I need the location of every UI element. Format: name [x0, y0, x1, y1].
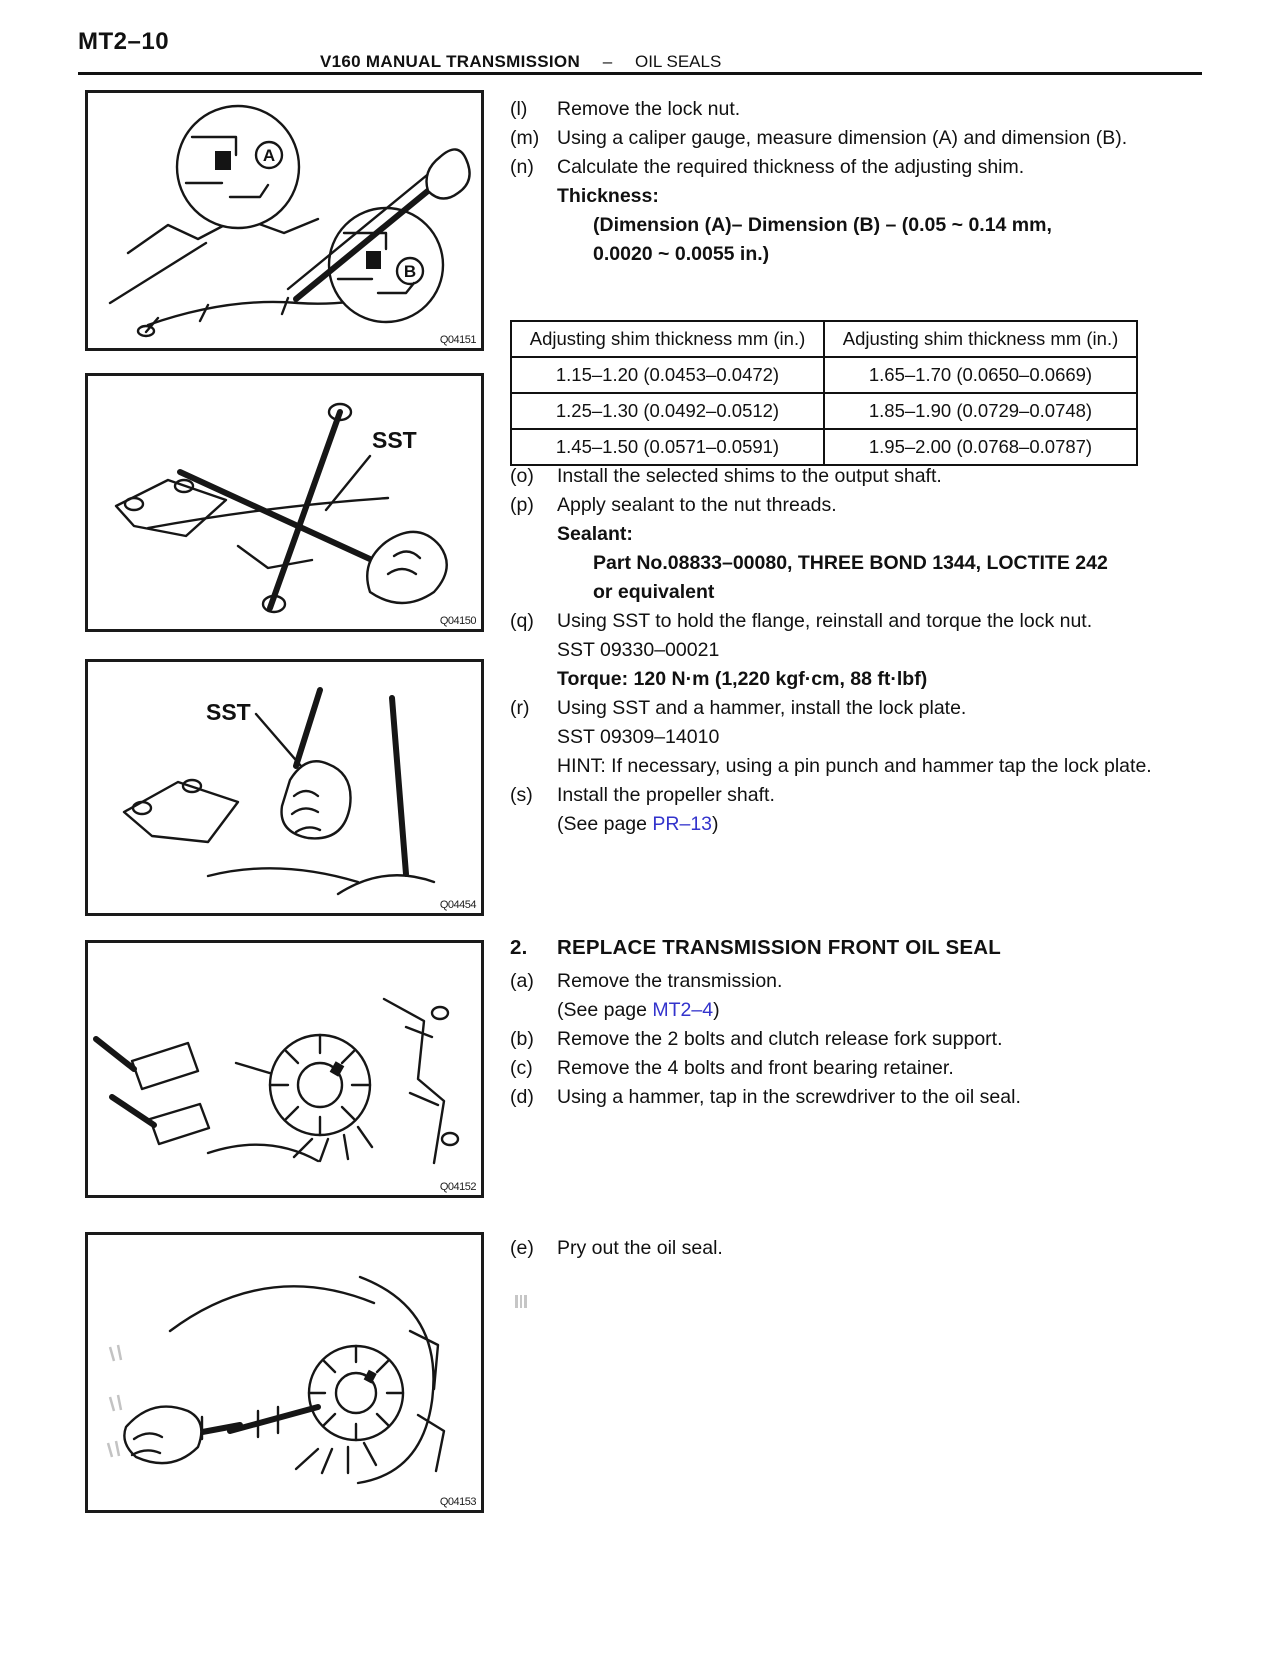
- section-title: REPLACE TRANSMISSION FRONT OIL SEAL: [557, 936, 1001, 959]
- step-text: Apply sealant to the nut threads.: [557, 494, 837, 516]
- table-cell: 1.95–2.00 (0.0768–0.0787): [824, 429, 1137, 465]
- figure-illustration: [88, 1235, 481, 1510]
- sealant-spec-line2: or equivalent: [593, 581, 715, 603]
- step-text: Using SST to hold the flange, reinstall and torque the lock nut.: [557, 610, 1093, 632]
- figure-caliper-measurement: [85, 90, 484, 351]
- running-header: [320, 52, 721, 72]
- thickness-formula-line2: 0.0020 ~ 0.0055 in.): [593, 243, 770, 265]
- step-label: (m): [510, 127, 540, 149]
- callout-b: B: [403, 262, 417, 281]
- step-c: [510, 1054, 1154, 1083]
- page-number: MT2–10: [78, 28, 170, 55]
- thickness-formula-line1: (Dimension (A)– Dimension (B) – (0.05 ~ 0.14 mm,: [593, 214, 1052, 236]
- sst-label: SST: [206, 699, 251, 725]
- page-link-mt2-4[interactable]: MT2–4: [652, 999, 714, 1021]
- figure-code: Q04454: [439, 899, 476, 911]
- table-cell: 1.45–1.50 (0.0571–0.0591): [511, 429, 824, 465]
- table-header-row: [511, 321, 1137, 357]
- step-q: [510, 607, 1154, 694]
- sst-label: SST: [372, 427, 417, 453]
- step-label: (q): [510, 610, 534, 632]
- step-text: Remove the transmission.: [557, 970, 783, 992]
- figure-pry-oil-seal: [85, 1232, 484, 1513]
- header-title: V160 MANUAL TRANSMISSION: [320, 52, 581, 71]
- page-link-pr13[interactable]: PR–13: [652, 813, 713, 835]
- step-text: Using a caliper gauge, measure dimension (A) and dimension (B).: [557, 127, 1128, 149]
- step-r: [510, 694, 1154, 781]
- section-2-heading: [510, 933, 1154, 962]
- figure-sst-lock-plate: [85, 659, 484, 916]
- step-label: (e): [510, 1237, 534, 1259]
- table-cell: 1.15–1.20 (0.0453–0.0472): [511, 357, 824, 393]
- figure-code: Q04152: [439, 1181, 476, 1193]
- step-e: [510, 1234, 1154, 1263]
- step-text: Install the propeller shaft.: [557, 784, 775, 806]
- sealant-heading: Sealant:: [557, 523, 633, 545]
- step-label: (a): [510, 970, 534, 992]
- header-dash: –: [602, 52, 613, 71]
- steps-l-to-n: [510, 95, 1154, 269]
- step-label: (p): [510, 494, 534, 516]
- see-page-suffix: ): [713, 999, 720, 1021]
- step-d: [510, 1083, 1154, 1112]
- table-row: [511, 357, 1137, 393]
- step-text: Using a hammer, tap in the screwdriver to the oil seal.: [557, 1086, 1021, 1108]
- table-header-cell: Adjusting shim thickness mm (in.): [511, 321, 824, 357]
- table-row: [511, 429, 1137, 465]
- step-p: [510, 491, 1154, 607]
- step-text: Calculate the required thickness of the adjusting shim.: [557, 156, 1025, 178]
- see-page-prefix: (See page: [557, 999, 653, 1021]
- table-cell: 1.85–1.90 (0.0729–0.0748): [824, 393, 1137, 429]
- step-label: (l): [510, 98, 528, 120]
- table-row: [511, 393, 1137, 429]
- step-label: (o): [510, 465, 534, 487]
- step-n: [510, 153, 1154, 269]
- sst-number: SST 09309–14010: [557, 726, 720, 748]
- step-label: (d): [510, 1086, 534, 1108]
- step-text: Install the selected shims to the output shaft.: [557, 465, 942, 487]
- step-label: (c): [510, 1057, 533, 1079]
- sealant-spec-line1: Part No.08833–00080, THREE BOND 1344, LOCTITE 242: [593, 552, 1108, 574]
- step-b: [510, 1025, 1154, 1054]
- see-page-prefix: (See page: [557, 813, 653, 835]
- table-cell: 1.25–1.30 (0.0492–0.0512): [511, 393, 824, 429]
- figure-illustration: [88, 662, 481, 913]
- header-rule: [78, 72, 1202, 75]
- figure-sst-hold-flange: [85, 373, 484, 632]
- figure-code: Q04153: [439, 1496, 476, 1508]
- see-page-suffix: ): [712, 813, 719, 835]
- figure-illustration: [88, 376, 481, 629]
- step-text: Remove the 2 bolts and clutch release fork support.: [557, 1028, 1003, 1050]
- step-label: (n): [510, 156, 534, 178]
- step-text: Remove the lock nut.: [557, 98, 741, 120]
- step-a: [510, 967, 1154, 1025]
- figure-code: Q04151: [439, 334, 476, 346]
- table-header-cell: Adjusting shim thickness mm (in.): [824, 321, 1137, 357]
- step-text: Pry out the oil seal.: [557, 1237, 723, 1259]
- steps-o-to-s: [510, 462, 1154, 839]
- figure-illustration: [88, 93, 481, 348]
- step-o: [510, 462, 1154, 491]
- hint-text: HINT: If necessary, using a pin punch and hammer tap the lock plate.: [557, 755, 1152, 777]
- scan-artifact: [515, 1295, 537, 1309]
- step-label: (b): [510, 1028, 534, 1050]
- step-s: [510, 781, 1154, 839]
- step-m: [510, 124, 1154, 153]
- table-cell: 1.65–1.70 (0.0650–0.0669): [824, 357, 1137, 393]
- figure-illustration: [88, 943, 481, 1195]
- step-label: (s): [510, 784, 533, 806]
- step-l: [510, 95, 1154, 124]
- torque-spec: Torque: 120 N·m (1,220 kgf·cm, 88 ft·lbf): [557, 668, 928, 690]
- section-2: [510, 933, 1154, 1112]
- figure-code: Q04150: [439, 615, 476, 627]
- header-section: OIL SEALS: [634, 52, 722, 71]
- thickness-heading: Thickness:: [557, 185, 659, 207]
- adjusting-shim-table: [510, 320, 1138, 466]
- step-text: Remove the 4 bolts and front bearing retainer.: [557, 1057, 954, 1079]
- callout-a: A: [262, 146, 276, 165]
- figure-hammer-screwdriver: [85, 940, 484, 1198]
- step-text: Using SST and a hammer, install the lock plate.: [557, 697, 967, 719]
- section-number: 2.: [510, 936, 528, 959]
- sst-number: SST 09330–00021: [557, 639, 720, 661]
- step-label: (r): [510, 697, 530, 719]
